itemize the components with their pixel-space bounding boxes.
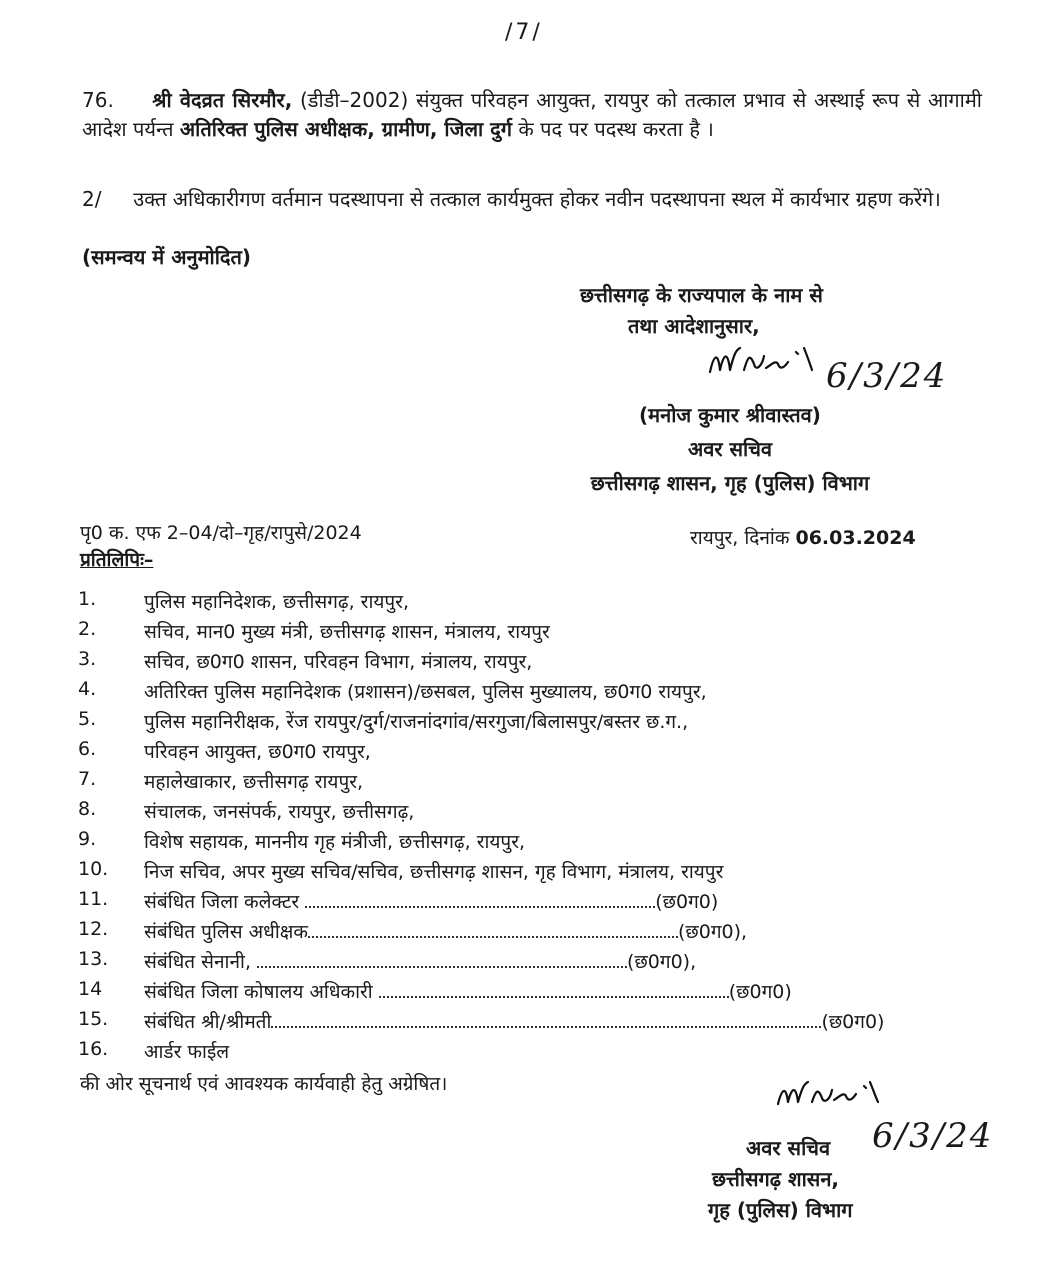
forward-note: की ओर सूचनार्थ एवं आवश्यक कार्यवाही हेतु अग्रेषित। — [80, 1073, 448, 1095]
page-number: /7/ — [505, 20, 543, 45]
para-text-1: (डीडी–2002) संयुक्त परिवहन आयुक्त, रायपुर को तत्काल प्रभाव से अस्थाई रूप से आगामी आदेश पर्यन्त — [82, 88, 982, 141]
para-number: 76. — [82, 88, 114, 112]
place-date-label: रायपुर, दिनांक — [690, 527, 790, 549]
footer-line-2: छत्तीसगढ़ शासन, — [712, 1167, 840, 1191]
blank-line — [257, 952, 627, 968]
officer-name: श्री वेदव्रत सिरमौर, — [152, 88, 293, 112]
signatory-name: (मनोज कुमार श्रीवास्तव) — [639, 403, 821, 427]
order-paragraph-2 — [82, 185, 982, 214]
signatory-department: छत्तीसगढ़ शासन, गृह (पुलिस) विभाग — [590, 471, 870, 495]
signature-date: 6/3/24 — [826, 356, 948, 396]
approval-note: (समन्वय में अनुमोदित) — [82, 245, 252, 269]
footer-signature — [770, 1070, 910, 1122]
authority-line-2: तथा आदेशानुसार, — [628, 314, 760, 338]
footer-designation: अवर सचिव — [746, 1136, 831, 1160]
posting-title: अतिरिक्त पुलिस अधीक्षक, ग्रामीण, जिला दुर्ग — [179, 117, 513, 141]
blank-line — [305, 892, 655, 908]
footer-line-3: गृह (पुलिस) विभाग — [708, 1198, 853, 1222]
copy-heading: प्रतिलिपिः– — [80, 549, 154, 571]
blank-line — [379, 982, 729, 998]
para-number: 2/ — [82, 187, 102, 211]
authority-line-1: छत्तीसगढ़ के राज्यपाल के नाम से — [580, 283, 823, 307]
para-text-2: के पद पर पदस्थ करता है । — [512, 117, 714, 141]
footer-signature-date: 6/3/24 — [872, 1116, 994, 1156]
signatory-block — [560, 398, 900, 500]
para-text: उक्त अधिकारीगण वर्तमान पदस्थापना से तत्काल कार्यमुक्त होकर नवीन पदस्थापना स्थल में कार्यभार ग्रहण करेंगे। — [133, 187, 941, 211]
blank-line — [271, 1012, 821, 1028]
order-date: 06.03.2024 — [795, 527, 916, 549]
order-paragraph-76 — [82, 86, 982, 144]
signatory-designation: अवर सचिव — [687, 437, 773, 461]
blank-line — [308, 922, 678, 938]
place-date — [690, 524, 916, 550]
reference-number: पृ0 क. एफ 2–04/दो–गृह/रापुसे/2024 — [80, 522, 362, 544]
